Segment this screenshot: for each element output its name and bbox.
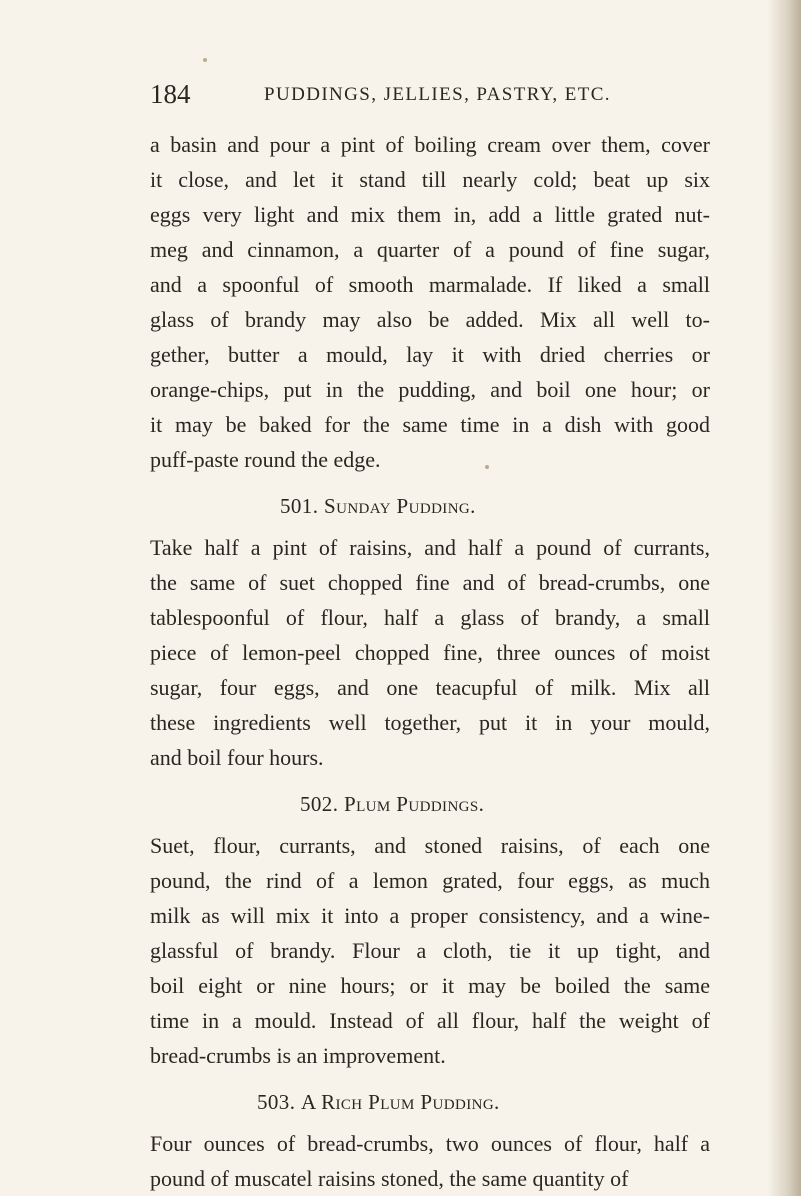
text-line: bread-crumbs is an improvement. [150,1043,446,1068]
text-line: eggs very light and mix them in, add a little grated nut- [150,202,710,227]
text-line: and boil four hours. [150,745,324,770]
text-line: glassful of brandy. Flour a cloth, tie it up tight, and [150,938,710,963]
text-line: Four ounces of bread-crumbs, two ounces of flour, half a [150,1131,710,1156]
text-line: Take half a pint of raisins, and half a pound of currants, [150,535,710,560]
page-edge-shading [767,0,801,1196]
text-line: these ingredients well together, put it in your mould, [150,710,710,735]
recipe-title: Plum Puddings. [344,792,485,816]
text-line: orange-chips, put in the pudding, and boil one hour; or [150,377,710,402]
text-line: piece of lemon-peel chopped fine, three ounces of moist [150,640,710,665]
text-line: it close, and let it stand till nearly cold; beat up six [150,167,710,192]
text-line: gether, butter a mould, lay it with dried cherries or [150,342,710,367]
text-line: milk as will mix it into a proper consistency, and a wine- [150,903,710,928]
text-line: the same of suet chopped fine and of bread-crumbs, one [150,570,710,595]
text-line: a basin and pour a pint of boiling cream over them, cover [150,132,710,157]
text-line: Suet, flour, currants, and stoned raisins, of each one [150,833,710,858]
recipe-title: A Rich Plum Pudding. [301,1090,500,1114]
text-line: meg and cinnamon, a quarter of a pound of fine sugar, [150,237,710,262]
text-line: and a spoonful of smooth marmalade. If liked a small [150,272,710,297]
running-header [150,78,710,110]
paper-speck [203,58,207,62]
recipe-heading-503 [150,1084,710,1121]
text-line: boil eight or nine hours; or it may be boiled the same [150,973,710,998]
text-line: pound of muscatel raisins stoned, the same quantity of [150,1166,629,1191]
text-line: puff-paste round the edge. [150,447,381,472]
text-line: sugar, four eggs, and one teacupful of milk. Mix all [150,675,710,700]
page-text [150,127,710,1196]
recipe-number: 503. [257,1090,296,1114]
text-line: it may be baked for the same time in a dish with good [150,412,710,437]
recipe-number: 502. [300,792,339,816]
text-line: time in a mould. Instead of all flour, half the weight of [150,1008,710,1033]
text-line: pound, the rind of a lemon grated, four eggs, as much [150,868,710,893]
page-number: 184 [150,79,191,109]
recipe-heading-501 [150,488,710,525]
text-line: glass of brandy may also be added. Mix all well to- [150,307,710,332]
text-line: tablespoonful of flour, half a glass of brandy, a small [150,605,710,630]
recipe-title: Sunday Pudding. [324,494,476,518]
recipe-number: 501. [280,494,319,518]
running-title: PUDDINGS, JELLIES, PASTRY, ETC. [264,84,611,105]
recipe-heading-502 [150,786,710,823]
